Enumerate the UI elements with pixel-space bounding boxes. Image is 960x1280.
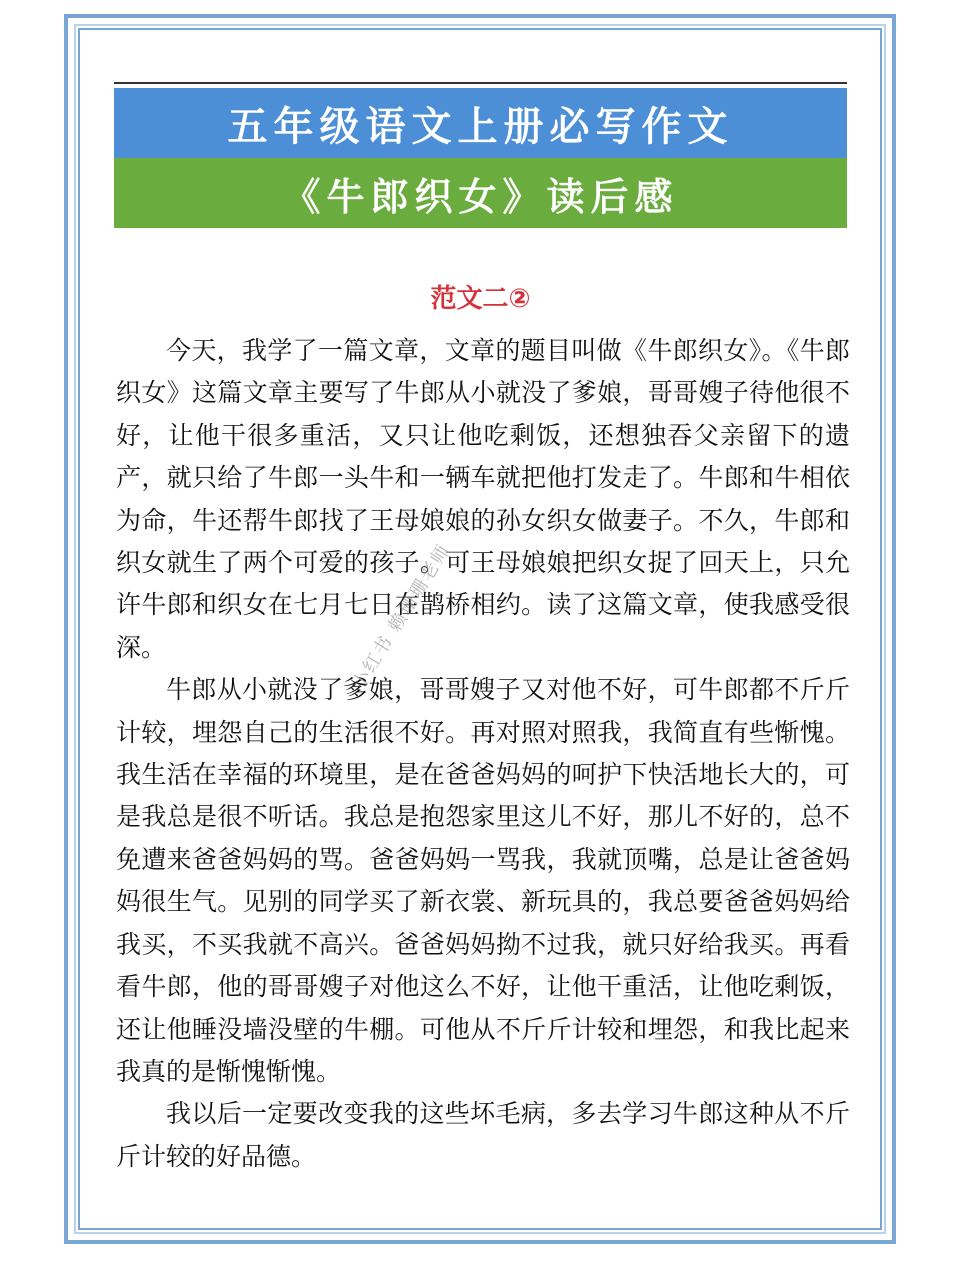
essay-paragraph-3: 我以后一定要改变我的这些坏毛病，多去学习牛郎这种从不斤斤计较的好品德。	[116, 1099, 850, 1171]
page-title: 五年级语文上册必写作文	[114, 88, 847, 158]
watermark: 小红书 赖珊珊老师	[348, 539, 456, 694]
essay-paragraph-2: 牛郎从小就没了爹娘，哥哥嫂子又对他不好，可牛郎都不斤斤计较，埋怨自己的生活很不好。再对照对照我，我简直有些惭愧。我生活在幸福的环境里，是在爸爸妈妈的呵护下快活地长大的，可是我总是很不听话。我总是抱怨家里这儿不好，那儿不好的，总不免遭来爸爸妈妈的骂。爸爸妈妈一骂我，我就顶嘴，总是让爸爸妈妈很生气。见别的同学买了新衣裳、新玩具的，我总要爸爸妈妈给我买，不买我就不高兴。爸爸妈妈拗不过我，就只好给我买。再看看牛郎，他的哥哥嫂子对他这么不好，让他干重活，让他吃剩饭，还让他睡没墙没壁的牛棚。可他从不斤斤计较和埋怨，和我比起来我真的是惭愧惭愧。	[116, 675, 850, 1086]
page-subtitle: 《牛郎织女》读后感	[114, 158, 847, 228]
essay-paragraph-1: 今天，我学了一篇文章，文章的题目叫做《牛郎织女》。《牛郎织女》这篇文章主要写了牛郎从小就没了爹娘，哥哥嫂子待他很不好，让他干很多重活，又只让他吃剩饭，还想独吞父亲留下的遗产，就只给了牛郎一头牛和一辆车就把他打发走了。牛郎和牛相依为命，牛还帮牛郎找了王母娘娘的孙女织女做妻子。不久，牛郎和织女就生了两个可爱的孩子。可王母娘娘把织女捉了回天上，只允许牛郎和织女在七月七日在鹊桥相约。读了这篇文章，使我感受很深。	[116, 336, 850, 662]
essay-body	[116, 330, 850, 1178]
header-rule	[114, 82, 847, 84]
essay-label: 范文二②	[430, 284, 531, 314]
